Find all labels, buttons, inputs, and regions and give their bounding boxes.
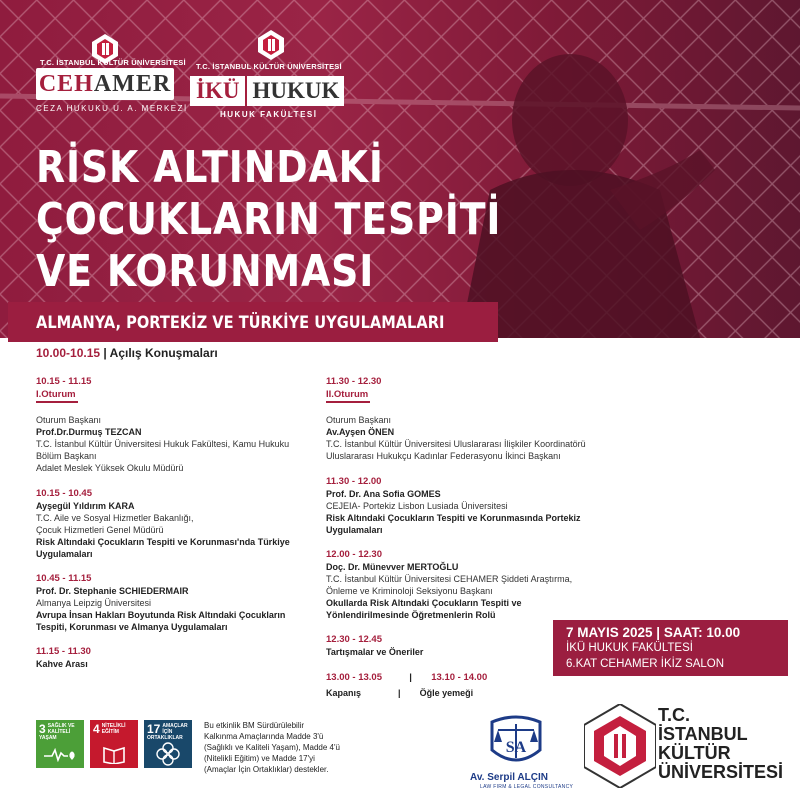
iku-university-emblem-icon [584, 704, 656, 788]
tc-line-2: İSTANBUL [658, 724, 748, 744]
closing-lunch-labels [326, 687, 626, 699]
subtitle-text: ALMANYA, PORTEKİZ VE TÜRKİYE UYGULAMALARI [36, 313, 445, 333]
session-2-time: 11.30 - 12.30 [326, 376, 382, 387]
sdg-3-number: 3 [39, 722, 46, 736]
opening-label: Açılış Konuşmaları [109, 346, 218, 360]
iku-hukuk-logo [190, 76, 352, 106]
talk-1-speaker: Ayşegül Yıldırım KARA [36, 501, 135, 511]
heartbeat-icon [44, 748, 76, 762]
sdg-text-line-5: (Amaçlar İçin Ortaklıklar) destekler. [204, 765, 329, 774]
opening-separator: | [103, 346, 107, 360]
talk-1-affil-2: Çocuk Hizmetleri Genel Müdürü [36, 525, 164, 535]
sdg-4-number: 4 [93, 722, 100, 736]
scales-of-justice-icon [476, 714, 556, 772]
tc-line-3: KÜLTÜR [658, 743, 731, 763]
tc-line-1: T.C. [658, 705, 691, 725]
cehamer-logo [36, 68, 174, 100]
discussion-label: Tartışmalar ve Öneriler [326, 647, 424, 657]
talk-3-time: 11.30 - 12.00 [326, 476, 382, 487]
talk-4-title-2: Yönlendirilmesinde Öğretmenlerin Rolü [326, 610, 496, 620]
lunch-label: Öğle yemeği [419, 688, 474, 698]
iku-university-label: T.C. İSTANBUL KÜLTÜR ÜNİVERSİTESİ [196, 62, 342, 71]
sdg-4-tile [90, 720, 138, 768]
title-line-2: ÇOCUKLARIN TESPİTİ [36, 194, 502, 245]
sdg-description [204, 720, 364, 775]
closing-label-separator: | [398, 688, 401, 698]
cehamer-logo-part1: CEH [38, 70, 94, 97]
talk-2-speaker: Prof. Dr. Stephanie SCHIEDERMAIR [36, 586, 189, 596]
sdg-17-tile [144, 720, 192, 768]
talk-1-title-2: Uygulamaları [36, 549, 93, 559]
svg-text:SA: SA [505, 739, 527, 756]
sdg-text-line-2: Kalkınma Amaçlarında Madde 3'ü [204, 732, 324, 741]
s1-chair-affil-1: T.C. İstanbul Kültür Üniversitesi Hukuk Fakültesi, Kamu Hukuku [36, 439, 290, 449]
sdg-3-tile [36, 720, 84, 768]
discussion-time: 12.30 - 12.45 [326, 634, 382, 645]
s1-chair-label: Oturum Başkanı [36, 415, 102, 425]
cehamer-university-label: T.C. İSTANBUL KÜLTÜR ÜNİVERSİTESİ [40, 58, 186, 67]
session-2-tag: II.Oturum [326, 389, 370, 403]
closing-label: Kapanış [326, 688, 362, 698]
session-1-time: 10.15 - 11.15 [36, 376, 92, 387]
talk-4-time: 12.00 - 12.30 [326, 549, 382, 560]
talk-4-affil-2: Önleme ve Kriminoloji Seksiyonu Başkanı [326, 586, 493, 596]
talk-1-affil-1: T.C. Aile ve Sosyal Hizmetler Bakanlığı, [36, 513, 194, 523]
subtitle-banner-text-wrap [36, 309, 498, 337]
break-label: Kahve Arası [36, 659, 88, 669]
opening-time: 10.00-10.15 [36, 346, 101, 360]
s2-chair-affil-1: T.C. İstanbul Kültür Üniversitesi Uluslararası İlişkiler Koordinatörü [326, 439, 586, 449]
closing-separator: | [409, 672, 412, 683]
s2-chair-name: Av.Ayşen ÖNEN [326, 427, 395, 437]
law-firm-name: Av. Serpil ALÇIN [470, 772, 548, 783]
child-silhouette [430, 20, 730, 338]
sdg-text-line-1: Bu etkinlik BM Sürdürülebilir [204, 721, 305, 730]
session-1-tag: I.Oturum [36, 389, 78, 403]
venue-line-2: 6.KAT CEHAMER İKİZ SALON [566, 658, 725, 670]
lunch-time: 13.10 - 14.00 [431, 672, 488, 683]
talk-3-speaker: Prof. Dr. Ana Sofia GOMES [326, 489, 441, 499]
s1-chair-name: Prof.Dr.Durmuş TEZCAN [36, 427, 142, 437]
talk-4-speaker: Doç. Dr. Münevver MERTOĞLU [326, 562, 459, 572]
s1-chair-affil-3: Adalet Meslek Yüksek Okulu Müdürü [36, 463, 184, 473]
talk-3-affil: CEJEIA- Portekiz Lisbon Lusiada Üniversitesi [326, 501, 508, 511]
session-1-column [36, 376, 326, 670]
iku-emblem-icon [258, 30, 284, 60]
talk-4-title-1: Okullarda Risk Altındaki Çocukların Tespiti ve [326, 598, 522, 608]
tc-line-4: ÜNİVERSİTESİ [658, 762, 784, 782]
sdg-text-line-3: (Sağlıklı ve Kaliteli Yaşam), Madde 4'ü [204, 743, 340, 752]
sdg-text-line-4: (Nitelikli Eğitim) ve Madde 17'yi [204, 754, 315, 763]
sdg-4-label: NİTELİKLİ EĞİTİM [101, 723, 126, 735]
talk-1-time: 10.15 - 10.45 [36, 488, 92, 499]
talk-4-affil-1: T.C. İstanbul Kültür Üniversitesi CEHAMER Şiddeti Araştırma, [326, 574, 573, 584]
title-line-1: RİSK ALTINDAKİ [36, 142, 384, 193]
iku-logo-part1: İKÜ [190, 76, 245, 106]
partnership-icon [156, 742, 180, 766]
sdg-17-label: AMAÇLAR İÇİN ORTAKLIKLAR [147, 723, 188, 741]
iku-subtitle: HUKUK FAKÜLTESİ [220, 110, 318, 119]
closing-time: 13.00 - 13.05 [326, 672, 382, 683]
sdg-3-label: SAĞLIK VE KALİTELİ YAŞAM [39, 723, 75, 741]
title-line-3: VE KORUNMASI [36, 246, 375, 297]
cehamer-logo-part2: AMER [93, 70, 172, 97]
book-icon [102, 744, 126, 764]
iku-logo-part2: HUKUK [245, 76, 344, 106]
break-time: 11.15 - 11.30 [36, 646, 91, 657]
talk-2-title-2: Tespiti, Korunması ve Almanya Uygulamaları [36, 622, 228, 632]
s2-chair-affil-2: Uluslararası Hukukçu Kadınlar Federasyonu İkinci Başkanı [326, 451, 561, 461]
opening-line [36, 346, 218, 360]
talk-3-title-1: Risk Altındaki Çocukların Tespiti ve Korunmasında Portekiz [326, 513, 581, 523]
venue-line-1: İKÜ HUKUK FAKÜLTESİ [566, 642, 693, 654]
talk-2-title-1: Avrupa İnsan Hakları Boyutunda Risk Altındaki Çocukların [36, 610, 286, 620]
talk-3-title-2: Uygulamaları [326, 525, 383, 535]
talk-1-title-1: Risk Altındaki Çocukların Tespiti ve Korunması'nda Türkiye [36, 537, 290, 547]
talk-2-time: 10.45 - 11.15 [36, 573, 92, 584]
talk-2-affil: Almanya Leipzig Üniversitesi [36, 598, 152, 608]
sdg-17-number: 17 [147, 722, 161, 736]
law-firm-subtitle: LAW FIRM & LEGAL CONSULTANCY [480, 784, 574, 790]
s1-chair-affil-2: Bölüm Başkanı [36, 451, 97, 461]
s2-chair-label: Oturum Başkanı [326, 415, 392, 425]
cehamer-subtitle: CEZA HUKUKU U. A. MERKEZİ [36, 104, 188, 113]
event-date: 7 MAYIS 2025 | SAAT: 10.00 [566, 625, 741, 640]
